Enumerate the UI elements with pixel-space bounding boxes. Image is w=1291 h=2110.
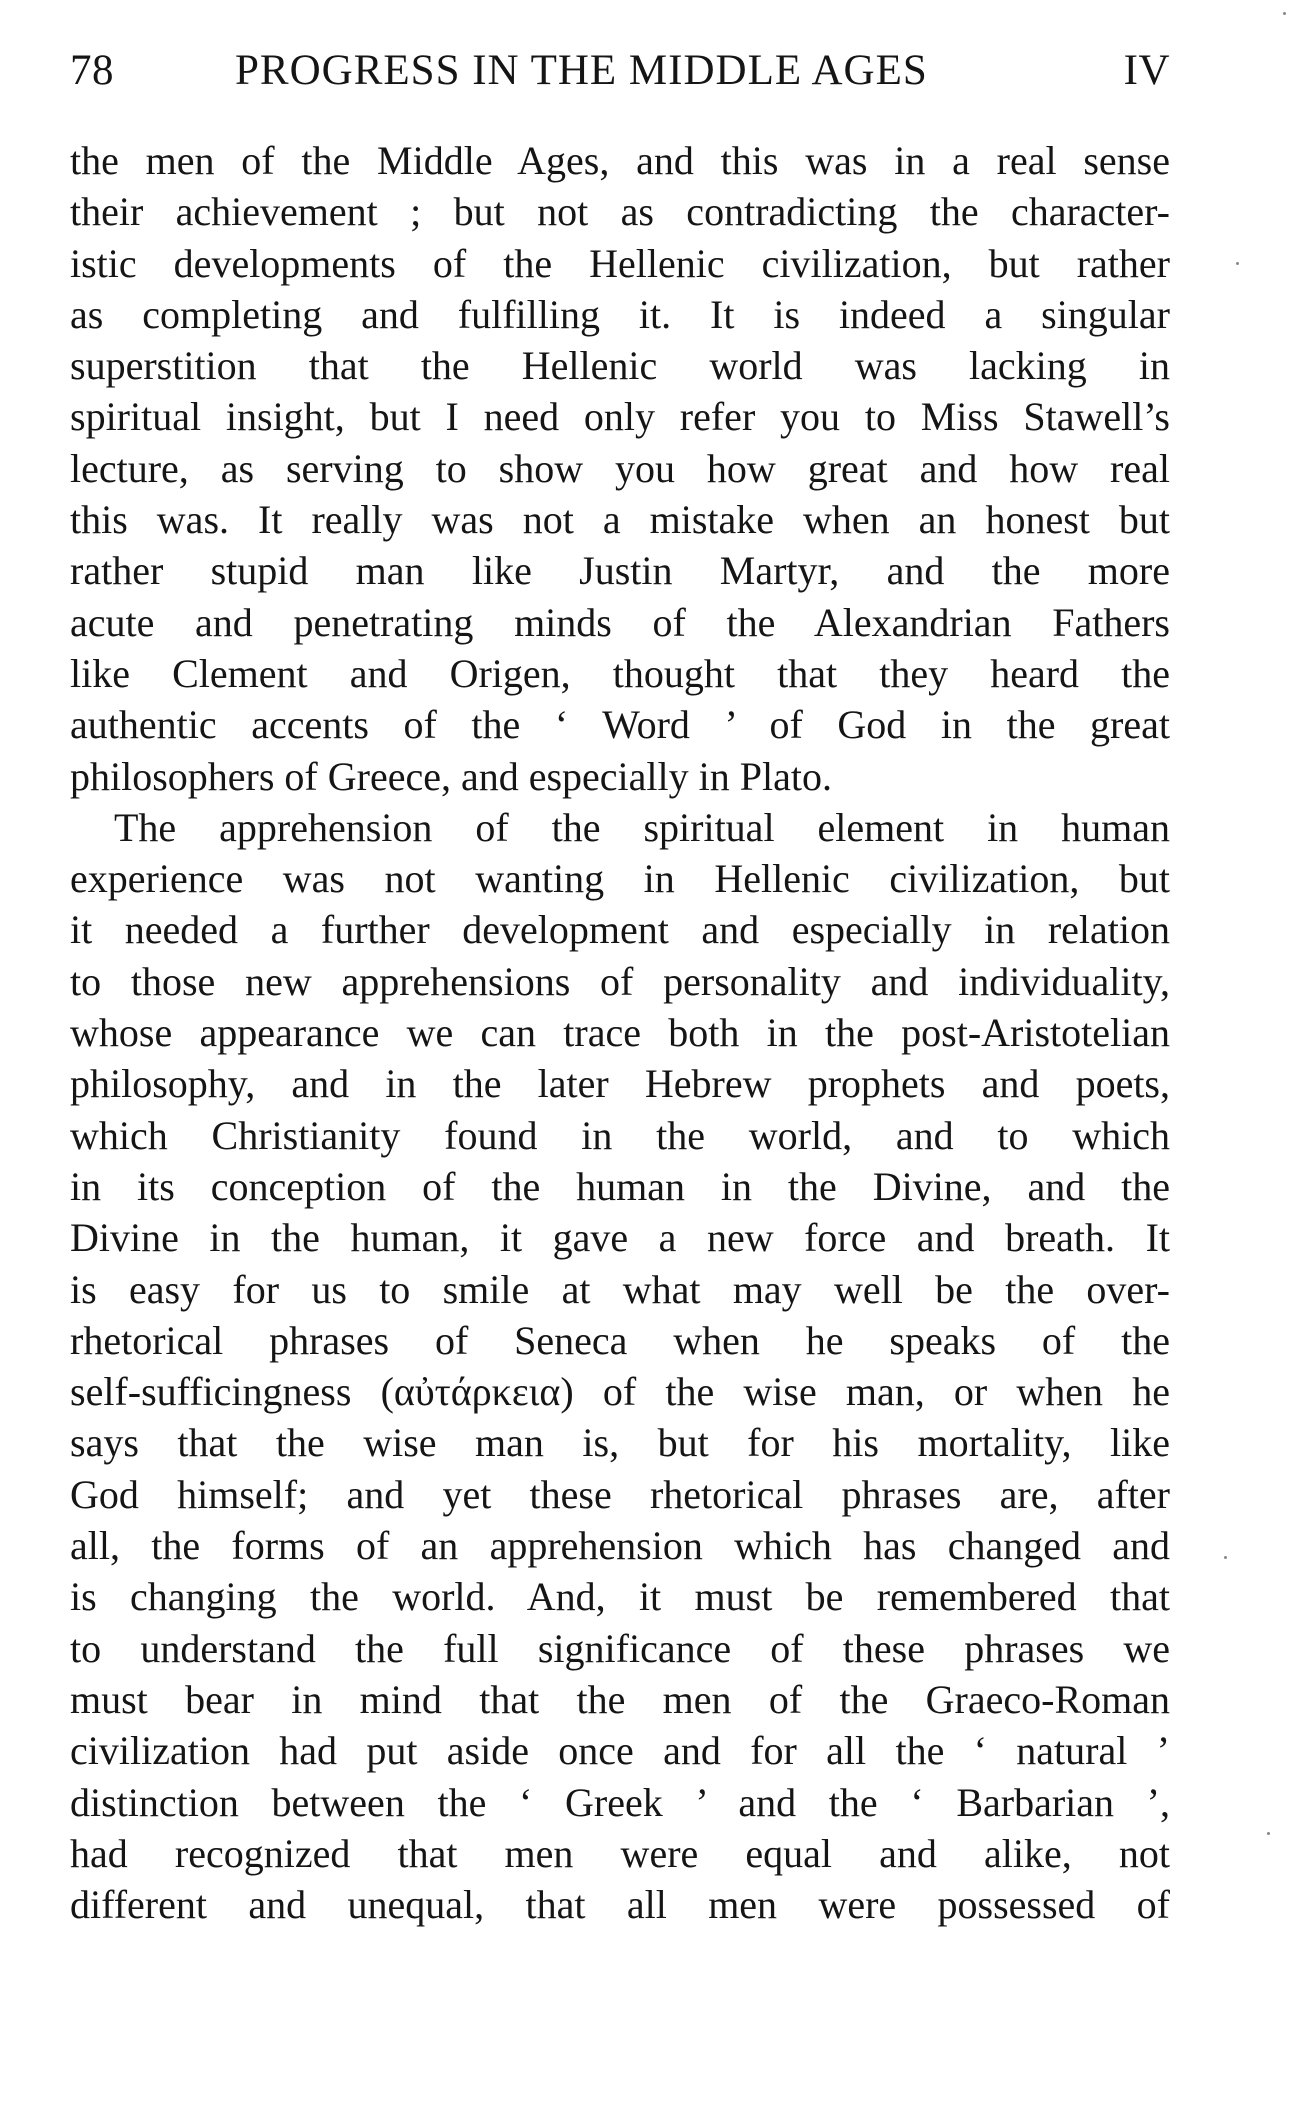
text-line: like Clement and Origen, thought that they heard the — [70, 650, 1170, 696]
body-text — [70, 135, 1170, 1930]
paragraph-1 — [70, 135, 1170, 802]
scan-speck — [1236, 262, 1239, 265]
text-line: experience was not wanting in Hellenic civilization, but — [70, 856, 1170, 902]
text-line: self-sufficingness (αὐτάρκεια) of the wise man, or when he — [70, 1369, 1170, 1415]
text-line: philosophers of Greece, and especially in Plato. — [70, 753, 832, 799]
text-line: whose appearance we can trace both in the post-Aristotelian — [70, 1010, 1170, 1056]
text-line: philosophy, and in the later Hebrew prophets and poets, — [70, 1061, 1170, 1107]
text-line: must bear in mind that the men of the Graeco-Roman — [70, 1676, 1170, 1722]
running-title: PROGRESS IN THE MIDDLE AGES — [235, 47, 928, 94]
text-line: spiritual insight, but I need only refer you to Miss Stawell’s — [70, 394, 1170, 440]
text-line: to those new apprehensions of personality and individuality, — [70, 958, 1170, 1004]
page-number: 78 — [70, 47, 114, 94]
text-line: this was. It really was not a mistake when an honest but — [70, 497, 1170, 543]
text-line: in its conception of the human in the Divine, and the — [70, 1163, 1170, 1209]
text-line: rhetorical phrases of Seneca when he speaks of the — [70, 1317, 1170, 1363]
text-line: which Christianity found in the world, and to which — [70, 1112, 1170, 1158]
scan-speck — [1283, 12, 1286, 15]
text-line: The apprehension of the spiritual element in human — [114, 804, 1170, 850]
text-line: it needed a further development and especially in relation — [70, 907, 1170, 953]
text-line: as completing and fulfilling it. It is indeed a singular — [70, 291, 1170, 337]
text-line: rather stupid man like Justin Martyr, and the more — [70, 548, 1170, 594]
text-line: Divine in the human, it gave a new force and breath. It — [70, 1215, 1170, 1261]
scan-speck — [1224, 1556, 1227, 1559]
text-line: authentic accents of the ‘ Word ’ of God in the great — [70, 702, 1170, 748]
text-line: had recognized that men were equal and alike, not — [70, 1830, 1170, 1876]
text-line: superstition that the Hellenic world was lacking in — [70, 343, 1170, 389]
text-line: all, the forms of an apprehension which has changed and — [70, 1523, 1170, 1569]
text-line: is changing the world. And, it must be remembered that — [70, 1574, 1170, 1620]
text-line: their achievement ; but not as contradicting the character- — [70, 189, 1170, 235]
text-line: God himself; and yet these rhetorical phrases are, after — [70, 1471, 1170, 1517]
scan-speck — [1267, 1832, 1270, 1835]
text-line: is easy for us to smile at what may well be the over- — [70, 1266, 1170, 1312]
running-head — [70, 46, 1170, 96]
text-line: to understand the full significance of these phrases we — [70, 1625, 1170, 1671]
paragraph-2 — [70, 802, 1170, 1931]
text-line: civilization had put aside once and for all the ‘ natural ’ — [70, 1728, 1170, 1774]
text-line: different and unequal, that all men were possessed of — [70, 1882, 1170, 1928]
text-line: the men of the Middle Ages, and this was in a real sense — [70, 138, 1170, 183]
text-line: acute and penetrating minds of the Alexandrian Fathers — [70, 599, 1170, 645]
chapter-number: IV — [1123, 47, 1170, 94]
text-line: istic developments of the Hellenic civilization, but rather — [70, 240, 1170, 286]
text-line: lecture, as serving to show you how great and how real — [70, 445, 1170, 491]
text-line: says that the wise man is, but for his mortality, like — [70, 1420, 1170, 1466]
text-line: distinction between the ‘ Greek ’ and the ‘ Barbarian ’, — [70, 1779, 1170, 1825]
